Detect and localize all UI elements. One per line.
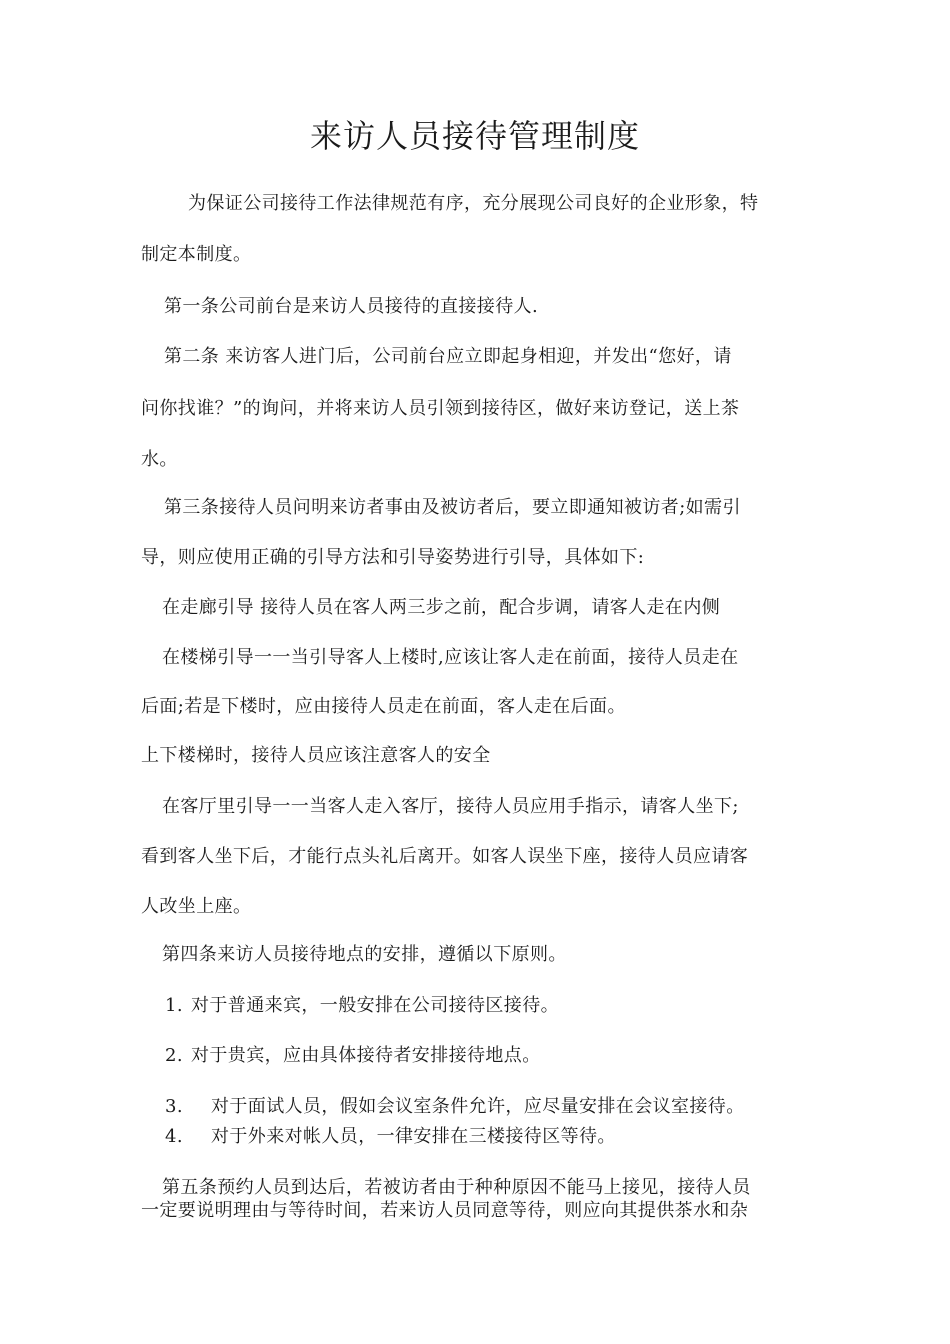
list-number: 2. (165, 1045, 183, 1066)
article-4-line-1: 第四条来访人员接待地点的安排，遵循以下原则。 (162, 944, 567, 965)
intro-line-1: 为保证公司接待工作法律规范有序，充分展现公司良好的企业形象，特 (188, 193, 759, 214)
list-number: 3. (165, 1096, 183, 1117)
list-number: 4. (165, 1126, 183, 1147)
list-text: 对于贵宾，应由具体接待者安排接待地点。 (191, 1045, 541, 1066)
list-item (165, 1126, 616, 1148)
lounge-guide-line-1: 在客厅里引导一一当客人走入客厅，接待人员应用手指示，请客人坐下; (162, 796, 739, 817)
list-text: 对于外来对帐人员，一律安排在三楼接待区等待。 (211, 1126, 616, 1147)
corridor-guide-line: 在走廊引导 接待人员在客人两三步之前，配合步调，请客人走在内侧 (162, 597, 721, 618)
lounge-guide-line-2: 看到客人坐下后，才能行点头礼后离开。如客人误坐下座，接待人员应请客 (141, 846, 749, 867)
list-number: 1. (165, 995, 183, 1016)
article-5-line-2: 一定要说明理由与等待时间，若来访人员同意等待，则应向其提供茶水和杂 (141, 1200, 749, 1221)
article-2-line-2: 问你找谁？”的询问，并将来访人员引领到接待区，做好来访登记，送上茶 (141, 398, 740, 419)
list-item (165, 1045, 541, 1067)
stairs-guide-line-1: 在楼梯引导一一当引导客人上楼时,应该让客人走在前面，接待人员走在 (162, 647, 739, 668)
list-item (165, 995, 559, 1017)
article-2-line-3: 水。 (141, 449, 178, 470)
article-5-line-1: 第五条预约人员到达后，若被访者由于种种原因不能马上接见，接待人员 (162, 1177, 751, 1198)
article-3-line-1: 第三条接待人员问明来访者事由及被访者后，要立即通知被访者;如需引 (164, 497, 741, 518)
document-title: 来访人员接待管理制度 (309, 117, 640, 155)
stairs-safety-line: 上下楼梯时，接待人员应该注意客人的安全 (141, 745, 491, 766)
article-2-line-1: 第二条 来访客人进门后，公司前台应立即起身相迎，并发出“您好，请 (164, 346, 732, 367)
lounge-guide-line-3: 人改坐上座。 (141, 896, 252, 917)
article-3-line-2: 导，则应使用正确的引导方法和引导姿势进行引导，具体如下: (141, 547, 645, 568)
list-text: 对于面试人员，假如会议室条件允许，应尽量安排在会议室接待。 (211, 1096, 745, 1117)
intro-line-2: 制定本制度。 (141, 244, 252, 265)
list-item (165, 1096, 745, 1118)
list-text: 对于普通来宾，一般安排在公司接待区接待。 (191, 995, 559, 1016)
article-1-line-1: 第一条公司前台是来访人员接待的直接接待人. (164, 296, 539, 317)
stairs-guide-line-2: 后面;若是下楼时，应由接待人员走在前面，客人走在后面。 (141, 696, 626, 717)
